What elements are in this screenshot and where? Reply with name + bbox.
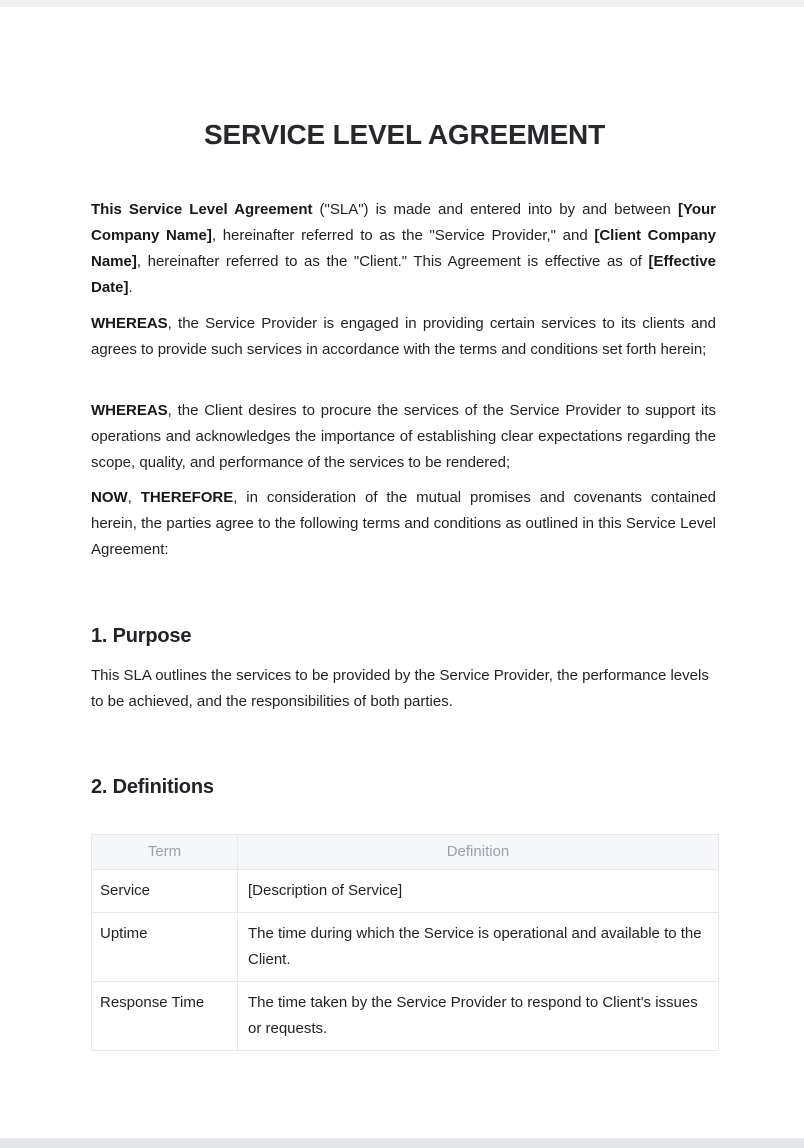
document-page <box>0 7 804 1138</box>
whereas-2-label: WHEREAS <box>91 402 168 419</box>
section-body-purpose: This SLA outlines the services to be provided by the Service Provider, the performance levels to be achieved, and the responsibilities of both parties. <box>91 667 709 710</box>
intro-placeholder-client-company: [Client Company Name] <box>91 227 716 270</box>
cell-definition: [Description of Service] <box>238 870 719 913</box>
therefore-label: THEREFORE <box>140 489 234 506</box>
paragraph-whereas-2 <box>91 398 716 476</box>
page-top-edge-band <box>0 0 804 7</box>
column-header-definition: Definition <box>238 835 719 870</box>
section-heading-definitions: 2. Definitions <box>91 776 214 798</box>
table-row <box>92 870 719 913</box>
column-header-term: Term <box>92 835 238 870</box>
cell-term: Response Time <box>92 982 238 1051</box>
intro-text-2: , hereinafter referred to as the "Service Provider," and <box>211 227 595 244</box>
intro-text-1: ("SLA") is made and entered into by and between <box>312 201 678 218</box>
now-separator: , <box>127 489 141 506</box>
definitions-table-head <box>92 835 719 870</box>
intro-placeholder-effective-date: [Effective Date] <box>91 253 716 296</box>
paragraph-intro <box>91 197 716 301</box>
whereas-1-text: , the Service Provider is engaged in providing certain services to its clients and agrees to provide such services in accordance with the terms and conditions set forth herein; <box>91 315 716 358</box>
now-therefore-text: , in consideration of the mutual promises and covenants contained herein, the parties agree to the following terms and conditions as outlined in this Service Level Agreement: <box>91 489 716 558</box>
definitions-table-body <box>92 870 719 1051</box>
paragraph-whereas-1 <box>91 311 716 363</box>
table-row <box>92 913 719 982</box>
page-title: SERVICE LEVEL AGREEMENT <box>204 119 605 150</box>
page-bottom-edge-band <box>0 1138 804 1148</box>
definitions-table <box>91 834 719 1051</box>
cell-definition: The time taken by the Service Provider to respond to Client's issues or requests. <box>238 982 719 1051</box>
table-header-row <box>92 835 719 870</box>
intro-bold-sla-phrase: This Service Level Agreement <box>91 201 313 218</box>
section-heading-purpose: 1. Purpose <box>91 625 192 647</box>
intro-text-3: , hereinafter referred to as the "Client." This Agreement is effective as of <box>136 253 649 270</box>
whereas-1-label: WHEREAS <box>91 315 168 332</box>
now-label: NOW <box>91 489 128 506</box>
table-row <box>92 982 719 1051</box>
intro-text-4: . <box>128 279 133 296</box>
cell-term: Uptime <box>92 913 238 982</box>
paragraph-now-therefore <box>91 485 716 563</box>
cell-definition: The time during which the Service is operational and available to the Client. <box>238 913 719 982</box>
whereas-2-text: , the Client desires to procure the services of the Service Provider to support its operations and acknowledges the importance of establishing clear expectations regarding the scope, quality, and performance of the services to be rendered; <box>91 402 716 471</box>
cell-term: Service <box>92 870 238 913</box>
intro-placeholder-your-company: [Your Company Name] <box>91 201 716 244</box>
